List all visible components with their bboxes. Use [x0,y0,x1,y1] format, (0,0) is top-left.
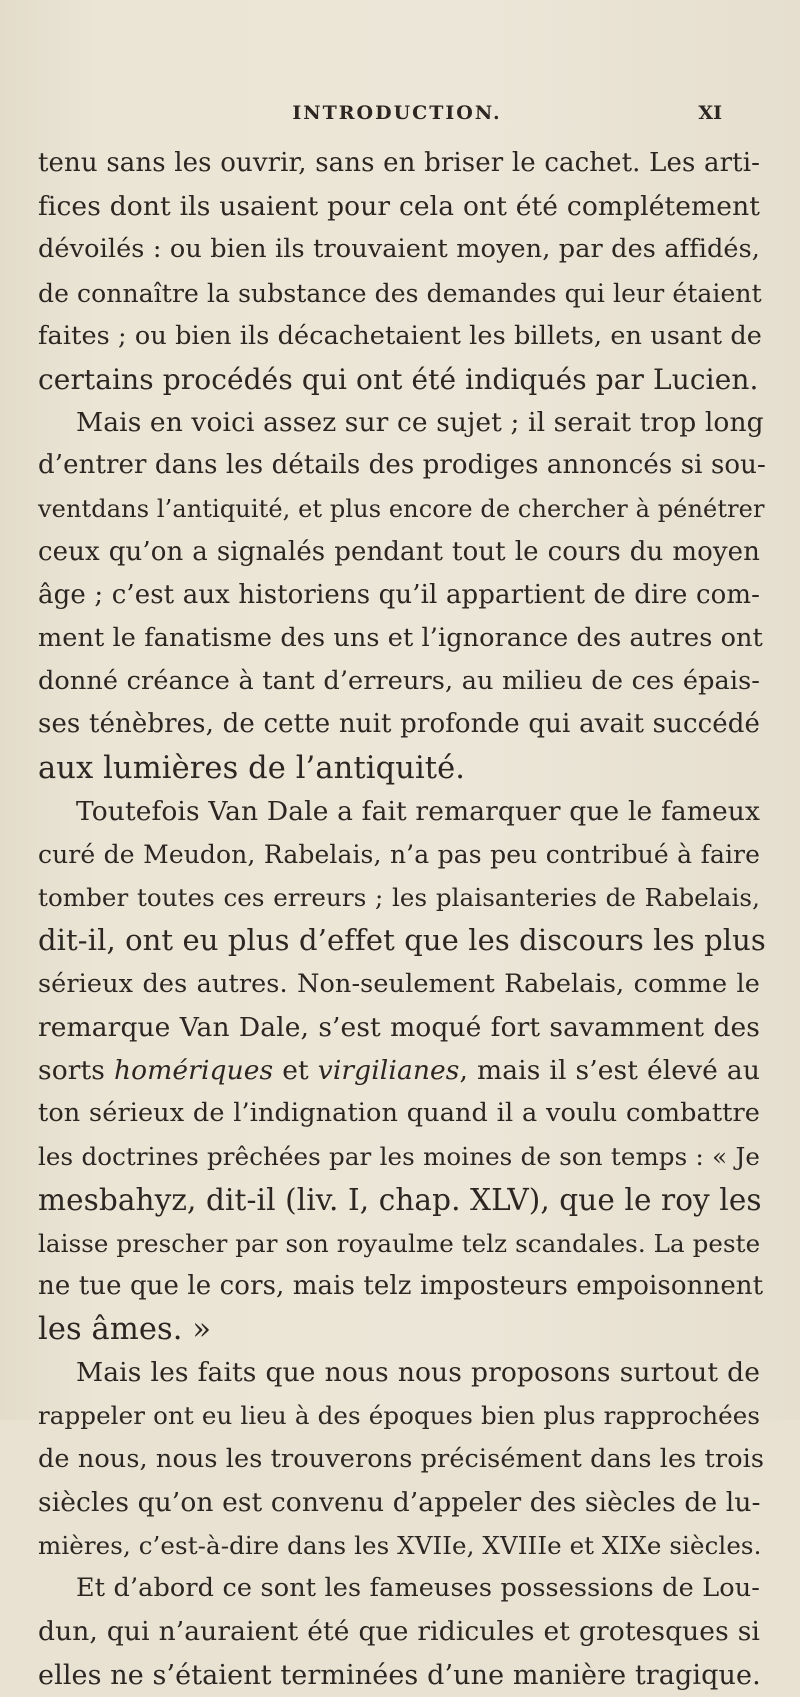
text-line: laisse prescher par son royaulme telz scandales. La peste [38,1228,761,1258]
text-line: de nous, nous les trouverons précisément dans les trois [38,1443,765,1474]
body-text [38,142,766,1697]
text-line: sorts homériques et virgilianes, mais il s’est élevé au [38,1054,760,1086]
text-line: ment le fanatisme des uns et l’ignorance des autres ont [38,623,763,654]
text-line: d’entrer dans les détails des prodiges annoncés si sou- [38,450,766,481]
text-line: curé de Meudon, Rabelais, n’a pas peu contribué à faire [38,840,760,869]
text-line: sérieux des autres. Non-seulement Rabelais, comme le [38,968,760,999]
text-line: aux lumières de l’antiquité. [38,750,466,786]
text-line: rappeler ont eu lieu à des époques bien plus rapprochées [38,1401,760,1431]
text-line: de connaître la substance des demandes qui leur étaient [38,278,762,308]
text-line: donné créance à tant d’erreurs, au milieu de ces épais- [38,666,760,697]
text-line: dévoilés : ou bien ils trouvaient moyen, par des affidés, [38,234,760,265]
text-line: Mais en voici assez sur ce sujet ; il serait trop long [76,407,764,439]
text-line: dit-il, ont eu plus d’effet que les discours les plus [38,923,766,958]
text-line: les doctrines prêchées par les moines de son temps : « Je [38,1142,760,1172]
text-line: faites ; ou bien ils décachetaient les billets, en usant de [38,320,762,351]
text-line: elles ne s’étaient terminées d’une manière tragique. [38,1659,761,1691]
text-line: âge ; c’est aux historiens qu’il appartient de dire com- [38,579,760,610]
text-line: Toutefois Van Dale a fait remarquer que le fameux [76,795,760,827]
text-line: ne tue que le cors, mais telz imposteurs empoisonnent [38,1270,764,1301]
text-line: les âmes. » [38,1312,212,1348]
text-line: mesbahyz, dit-il (liv. I, chap. XLV), que le roy les [38,1182,762,1217]
text-line: fices dont ils usaient pour cela ont été complétement [38,191,760,223]
text-line: ton sérieux de l’indignation quand il a voulu combattre [38,1098,760,1129]
running-title: INTRODUCTION. [292,102,502,124]
text-line: ceux qu’on a signalés pendant tout le cours du moyen [38,536,760,567]
text-line: ventdans l’antiquité, et plus encore de chercher à pénétrer [38,494,765,523]
text-line: ses ténèbres, de cette nuit profonde qui avait succédé [38,709,760,740]
text-line: Et d’abord ce sont les fameuses possessions de Lou- [76,1573,760,1604]
text-line: Mais les faits que nous nous proposons surtout de [76,1357,760,1389]
text-line: siècles qu’on est convenu d’appeler des siècles de lu- [38,1486,761,1518]
text-line: certains procédés qui ont été indiqués par Lucien. [38,362,759,396]
text-line: dun, qui n’auraient été que ridicules et grotesques si [38,1616,760,1648]
text-line: mières, c’est-à-dire dans les XVIIe, XVIIIe et XIXe siècles. [38,1531,762,1560]
text-line: remarque Van Dale, s’est moqué fort savamment des [38,1011,760,1043]
running-head [72,102,722,138]
text-line: tenu sans les ouvrir, sans en briser le cachet. Les arti- [38,148,760,178]
page-number: XI [698,102,722,124]
text-line: tomber toutes ces erreurs ; les plaisanteries de Rabelais, [38,883,760,913]
